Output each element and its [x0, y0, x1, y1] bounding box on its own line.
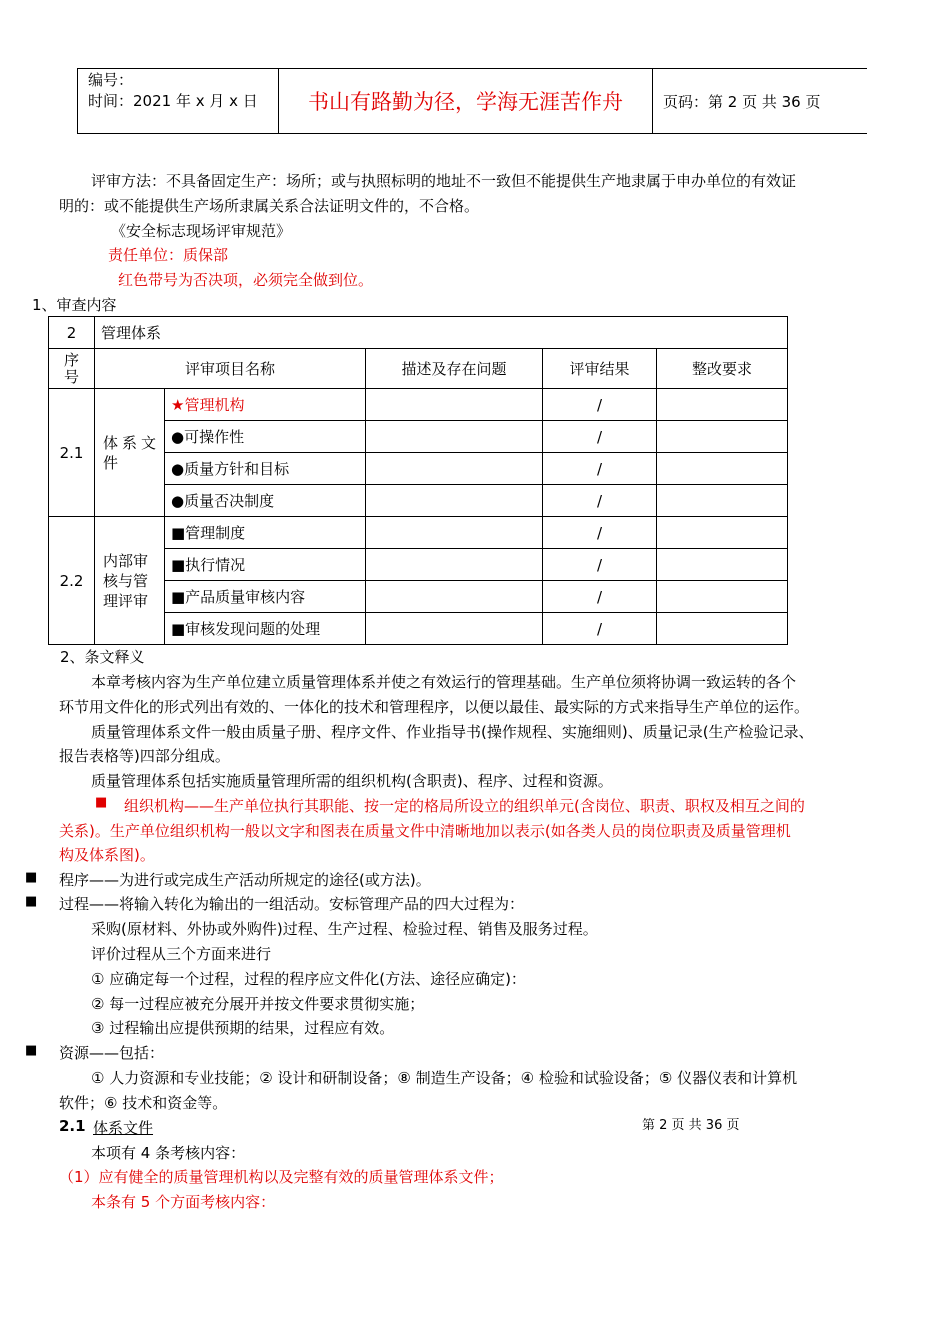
document-header [77, 68, 867, 134]
header-motto: 书山有路勤为径，学海无涯苦作舟 [279, 69, 653, 133]
item-requirement[interactable] [657, 581, 788, 613]
header-item-name: 评审项目名称 [95, 349, 366, 389]
bullet-icon: ■ [25, 1043, 38, 1058]
item-result: / [543, 581, 657, 613]
resources-definition: 资源——包括： [59, 1044, 165, 1062]
item-name: ●质量否决制度 [165, 485, 366, 517]
group-seq: 2.2 [49, 517, 95, 645]
bullet-icon: ■ [25, 870, 38, 885]
section21-intro: 本项有 4 条考核内容： [91, 1144, 246, 1162]
item-name: ●质量方针和目标 [165, 453, 366, 485]
org-structure-line2: 关系)。生产单位组织机构一般以文字和图表在质量文件中清晰地加以表示(如各类人员的岗位职责及质量管理机 [59, 822, 791, 840]
table-section-row [49, 317, 788, 349]
item-requirement[interactable] [657, 613, 788, 645]
item-name: ■执行情况 [165, 549, 366, 581]
item-result: / [543, 613, 657, 645]
paragraph: 环节用文件化的形式列出有效的、一体化的技术和管理程序，以便以最佳、最实际的方式来指导生产单位的运作。 [59, 698, 810, 716]
section21-item1-sub: 本条有 5 个方面考核内容： [91, 1193, 276, 1211]
item-name: ■产品质量审核内容 [165, 581, 366, 613]
table-header-row [49, 349, 788, 389]
item-result: / [543, 549, 657, 581]
header-page-number: 页码：第 2 页 共 36 页 [663, 93, 821, 111]
review-method-line1: 评审方法：不具备固定生产：场所；或与执照标明的地址不一致但不能提供生产地隶属于申办单位的有效证 [91, 172, 797, 190]
process-definition: 过程——将输入转化为输出的一组活动。安标管理产品的四大过程为： [59, 895, 525, 913]
review-method-line2: 明的：或不能提供生产场所隶属关系合法证明文件的，不合格。 [59, 197, 480, 215]
evaluate-item: ③ 过程输出应提供预期的结果，过程应有效。 [91, 1019, 395, 1037]
paragraph: 质量管理体系包括实施质量管理所需的组织机构(含职责)、程序、过程和资源。 [91, 772, 613, 790]
section21-number: 2.1 [59, 1117, 86, 1135]
item-name: ■管理制度 [165, 517, 366, 549]
item-result: / [543, 389, 657, 421]
item-description[interactable] [366, 453, 543, 485]
table-row [49, 517, 788, 549]
header-result: 评审结果 [543, 349, 657, 389]
procedure-definition: 程序——为进行或完成生产活动所规定的途径(或方法)。 [59, 871, 431, 889]
section21-title: 体系文件 [93, 1119, 154, 1137]
paragraph: 质量管理体系文件一般由质量子册、程序文件、作业指导书(操作规程、实施细则)、质量记录(生产检验记录、 [91, 723, 814, 741]
org-bullet-icon: ■ [95, 795, 108, 810]
item-requirement[interactable] [657, 453, 788, 485]
org-structure-line3: 构及体系图)。 [59, 846, 155, 864]
item-description[interactable] [366, 389, 543, 421]
item-result: / [543, 421, 657, 453]
header-description: 描述及存在问题 [366, 349, 543, 389]
evaluate-intro: 评价过程从三个方面来进行 [91, 945, 272, 963]
paragraph: 报告表格等)四部分组成。 [59, 747, 230, 765]
item-description[interactable] [366, 581, 543, 613]
responsible-unit: 责任单位：质保部 [108, 246, 229, 264]
header-seq: 序号 [49, 349, 95, 389]
bullet-icon: ■ [25, 894, 38, 909]
item-requirement[interactable] [657, 389, 788, 421]
spec-title: 《安全标志现场评审规范》 [111, 222, 292, 240]
item-requirement[interactable] [657, 485, 788, 517]
item-result: / [543, 517, 657, 549]
item-description[interactable] [366, 613, 543, 645]
resources-line1: ① 人力资源和专业技能；② 设计和研制设备；⑧ 制造生产设备；④ 检验和试验设备；⑤ 仪器仪表和计算机 [91, 1069, 798, 1087]
document-date: 时间：2021 年 x 月 x 日 [88, 92, 258, 110]
item-result: / [543, 485, 657, 517]
section1-title: 1、审查内容 [32, 296, 117, 314]
group-name: 体系文件 [95, 389, 165, 517]
item-requirement[interactable] [657, 517, 788, 549]
item-description[interactable] [366, 421, 543, 453]
item-description[interactable] [366, 485, 543, 517]
header-requirement: 整改要求 [657, 349, 788, 389]
item-requirement[interactable] [657, 421, 788, 453]
document-number: 编号： [88, 71, 134, 89]
page-footer: 第 2 页 共 36 页 [642, 1118, 740, 1133]
org-structure-line1: 组织机构——生产单位执行其职能、按一定的格局所设立的组织单元(含岗位、职责、职权及相互之间的 [124, 797, 805, 815]
item-name: ■审核发现问题的处理 [165, 613, 366, 645]
item-result: / [543, 453, 657, 485]
section-number: 2 [49, 317, 95, 349]
review-table [48, 316, 788, 645]
item-name: ●可操作性 [165, 421, 366, 453]
item-requirement[interactable] [657, 549, 788, 581]
header-meta [78, 69, 279, 133]
paragraph: 本章考核内容为生产单位建立质量管理体系并使之有效运行的管理基础。生产单位须将协调一致运转的各个 [91, 673, 797, 691]
section-name: 管理体系 [95, 317, 788, 349]
veto-note: 红色带号为否决项，必须完全做到位。 [118, 271, 374, 289]
group-seq: 2.1 [49, 389, 95, 517]
item-description[interactable] [366, 549, 543, 581]
evaluate-item: ① 应确定每一个过程，过程的程序应文件化(方法、途径应确定)： [91, 970, 526, 988]
resources-line2: 软件；⑥ 技术和资金等。 [59, 1094, 228, 1112]
section2-title: 2、条文释义 [60, 648, 145, 666]
evaluate-item: ② 每一过程应被充分展开并按文件要求贯彻实施； [91, 995, 425, 1013]
item-description[interactable] [366, 517, 543, 549]
section21-item1: （1）应有健全的质量管理机构以及完整有效的质量管理体系文件； [59, 1168, 504, 1186]
item-name: ★管理机构 [165, 389, 366, 421]
table-row [49, 389, 788, 421]
process-list: 采购(原材料、外协或外购件)过程、生产过程、检验过程、销售及服务过程。 [91, 920, 598, 938]
group-name: 内部审核与管理评审 [95, 517, 165, 645]
